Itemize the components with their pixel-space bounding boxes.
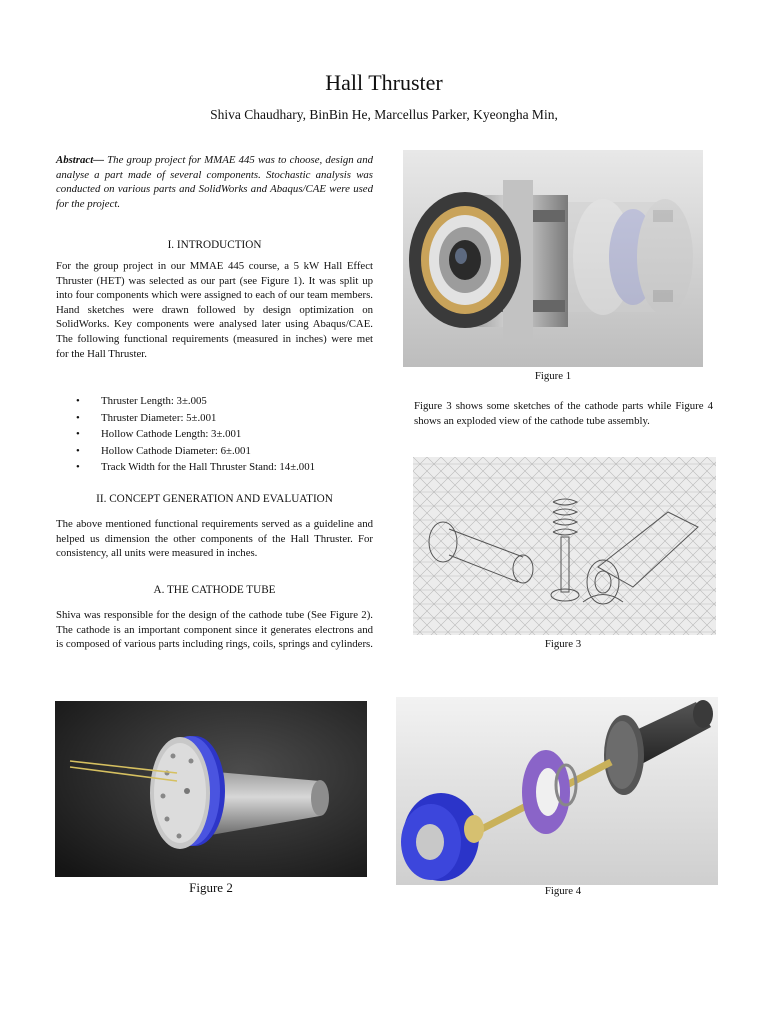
figure-4-caption: Figure 4 [544, 885, 582, 897]
figure-3-description: Figure 3 shows some sketches of the cathode parts while Figure 4 shows an exploded view of the cathode tube assembly. [414, 400, 713, 427]
figure-1-image [403, 150, 703, 367]
figure-1-caption: Figure 1 [534, 370, 572, 382]
intro-heading: I. INTRODUCTION [167, 239, 262, 251]
figure-3-image [413, 457, 716, 635]
cathode-heading: A. THE CATHODE TUBE [153, 584, 276, 596]
list-item: • Thruster Length: 3±.005 [56, 393, 373, 410]
requirements-list [56, 393, 373, 476]
figure-2-caption: Figure 2 [189, 880, 233, 895]
list-item: • Thruster Diameter: 5±.001 [56, 410, 373, 427]
figure-2-image [55, 701, 367, 877]
intro-body: For the group project in our MMAE 445 course, a 5 kW Hall Effect Thruster (HET) was selected as our part (see Figure 1). It was split up into four components which were assigned to each of our team members. Hand sketches were drawn followed by design optimization on SolidWorks. Key components were analysed later using Abaqus/CAE. The following functional requirements (measured in inches) were met for the Hall Thruster. [56, 260, 373, 360]
abstract [56, 153, 373, 211]
abstract-text: The group project for MMAE 445 was to choose, design and analyse a part made of several components. Stochastic analysis was conducted on various parts and SolidWorks and Abaqus/CAE were used for the project. [56, 154, 373, 210]
author-list: Shiva Chaudhary, BinBin He, Marcellus Parker, Kyeongha Min, [210, 107, 558, 122]
list-item: • Hollow Cathode Diameter: 6±.001 [56, 443, 373, 460]
concept-heading: II. CONCEPT GENERATION AND EVALUATION [96, 493, 333, 505]
list-item: • Track Width for the Hall Thruster Stand: 14±.001 [56, 459, 373, 476]
figure-4-image [396, 697, 718, 885]
figure-3-caption: Figure 3 [544, 638, 582, 650]
cathode-body: Shiva was responsible for the design of the cathode tube (See Figure 2). The cathode is an important component since it generates electrons and is composed of various parts including rings, coils, springs and cylinders. [56, 609, 373, 651]
paper-title: Hall Thruster [325, 70, 443, 95]
concept-body: The above mentioned functional requirements served as a guideline and helped us dimension the other components of the Hall Thruster. For consistency, all units were measured in inches. [56, 518, 373, 560]
list-item: • Hollow Cathode Length: 3±.001 [56, 426, 373, 443]
abstract-label: Abstract— [56, 154, 104, 166]
